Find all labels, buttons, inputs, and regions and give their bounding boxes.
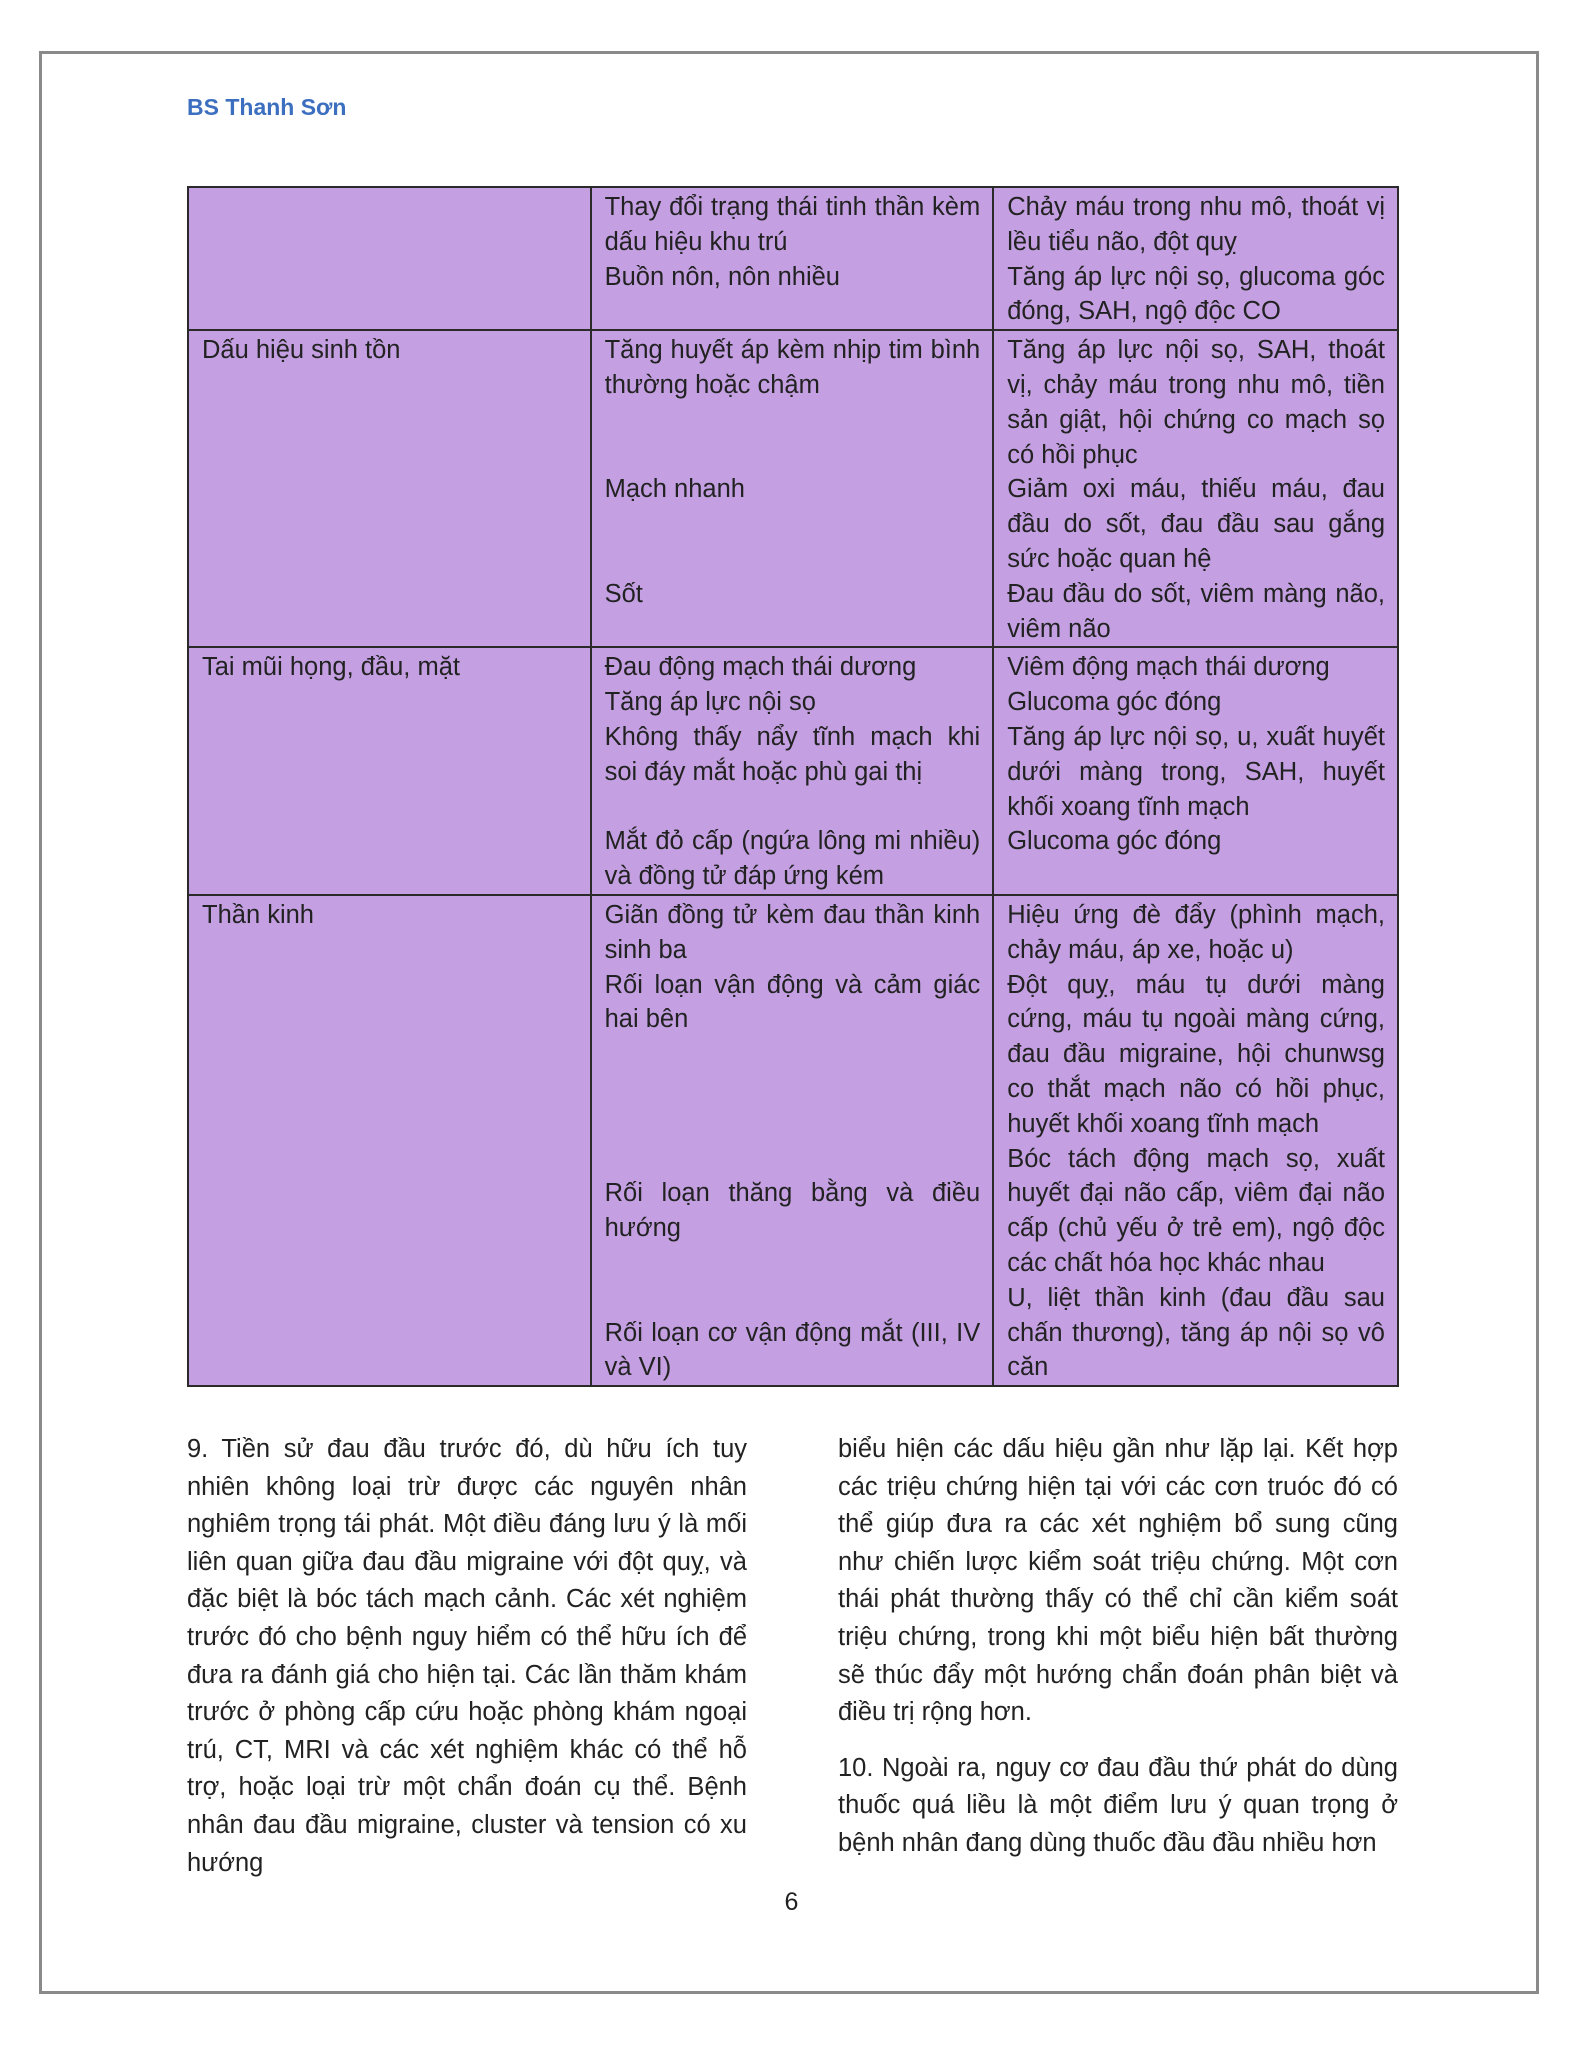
findings-cell bbox=[591, 330, 994, 647]
cause-item: Chảy máu trong nhu mô, thoát vị lều tiểu não, đột quỵ bbox=[1007, 193, 1385, 256]
finding-item: Giãn đồng tử kèm đau thần kinh sinh ba bbox=[604, 900, 981, 964]
table-row bbox=[188, 187, 1398, 330]
finding-item: Buồn nôn, nôn nhiều bbox=[604, 262, 840, 291]
cause-item: Bóc tách động mạch sọ, xuất huyết đại não cấp, viêm đại não cấp (chủ yếu ở trẻ em), ngộ độc các chất hóa học khác nhau bbox=[1007, 1144, 1385, 1277]
causes-cell bbox=[993, 647, 1398, 895]
cause-item: Đột quỵ, máu tụ dưới màng cứng, máu tụ ngoài màng cứng, đau đầu migraine, hội chunwsg co thắt mạch não có hồi phục, huyết khối xoang tĩnh mạch bbox=[1007, 970, 1385, 1138]
body-column-right bbox=[838, 1431, 1398, 1881]
finding-item: Mạch nhanh bbox=[604, 475, 745, 504]
table-row bbox=[188, 330, 1398, 647]
cause-item: Hiệu ứng đè đẩy (phình mạch, chảy máu, áp xe, hoặc u) bbox=[1007, 900, 1385, 964]
findings-cell bbox=[591, 895, 994, 1386]
category-cell bbox=[188, 330, 591, 647]
table-row bbox=[188, 895, 1398, 1386]
cause-item: Tăng áp lực nội sọ, SAH, thoát vị, chảy máu trong nhu mô, tiền sản giật, hội chứng co mạch sọ có hồi phục bbox=[1007, 336, 1385, 469]
page-number: 6 bbox=[784, 1888, 799, 1916]
cause-item: Tăng áp lực nội sọ, u, xuất huyết dưới màng trong, SAH, huyết khối xoang tĩnh mạch bbox=[1007, 722, 1385, 821]
category-cell bbox=[188, 895, 591, 1386]
finding-item: Rối loạn vận động và cảm giác hai bên bbox=[604, 970, 981, 1034]
paragraph-9: 9. Tiền sử đau đầu trước đó, dù hữu ích tuy nhiên không loại trừ được các nguyên nhân nghiêm trọng tái phát. Một điều đáng lưu ý là mối liên quan giữa đau đầu migraine với đột quỵ, và đặc biệt là bóc tách mạch cảnh. Các xét nghiệm trước đó cho bệnh nguy hiểm có thể hữu ích để đưa ra đánh giá cho hiện tại. Các lần thăm khám trước ở phòng cấp cứu hoặc phòng khám ngoại trú, CT, MRI và các xét nghiệm khác có thể hỗ trợ, hoặc loại trừ một chẩn đoán cụ thể. Bệnh nhân đau đầu migraine, cluster và tension có xu hướng bbox=[187, 1435, 747, 1877]
findings-cell bbox=[591, 647, 994, 895]
finding-item: Rối loạn cơ vận động mắt (III, IV và VI) bbox=[604, 1318, 981, 1382]
finding-item: Rối loạn thăng bằng và điều hướng bbox=[604, 1179, 981, 1243]
findings-cell bbox=[591, 187, 994, 330]
clinical-findings-table bbox=[187, 186, 1399, 1387]
category-label: Thần kinh bbox=[202, 900, 314, 929]
author-header: BS Thanh Sơn bbox=[187, 94, 347, 120]
finding-item: Tăng huyết áp kèm nhịp tim bình thường hoặc chậm bbox=[604, 336, 981, 399]
finding-item: Không thấy nẩy tĩnh mạch khi soi đáy mắt hoặc phù gai thị bbox=[604, 722, 981, 786]
category-label: Dấu hiệu sinh tồn bbox=[202, 336, 401, 365]
cause-item: Đau đầu do sốt, viêm màng não, viêm não bbox=[1007, 579, 1385, 643]
cause-item: Glucoma góc đóng bbox=[1007, 688, 1222, 717]
cause-item: Glucoma góc đóng bbox=[1007, 827, 1222, 856]
body-column-left bbox=[187, 1431, 747, 1900]
finding-item: Đau động mạch thái dương bbox=[604, 653, 917, 682]
finding-item: Tăng áp lực nội sọ bbox=[604, 688, 816, 717]
category-label: Tai mũi họng, đầu, mặt bbox=[202, 653, 460, 682]
paragraph-10: 10. Ngoài ra, nguy cơ đau đầu thứ phát do dùng thuốc quá liều là một điểm lưu ý quan trọng ở bệnh nhân đang dùng thuốc đầu đầu nhiều hơn bbox=[838, 1753, 1398, 1857]
table-row bbox=[188, 647, 1398, 895]
causes-cell bbox=[993, 895, 1398, 1386]
causes-cell bbox=[993, 187, 1398, 330]
finding-item: Mắt đỏ cấp (ngứa lông mi nhiều) và đồng tử đáp ứng kém bbox=[604, 827, 981, 891]
paragraph-9-continued: biểu hiện các dấu hiệu gần như lặp lại. Kết hợp các triệu chứng hiện tại với các cơn truóc đó có thể giúp đưa ra các xét nghiệm bổ sung cũng như chiến lược kiểm soát triệu chứng. Một cơn thái phát thường thấy có thể chỉ cần kiểm soát triệu chứng, trong khi một biểu hiện bất thường sẽ thúc đẩy một hướng chẩn đoán phân biệt và điều trị rộng hơn. bbox=[838, 1435, 1398, 1727]
cause-item: U, liệt thần kinh (đau đầu sau chấn thương), tăng áp nội sọ vô căn bbox=[1007, 1283, 1385, 1382]
finding-item: Sốt bbox=[604, 579, 643, 608]
causes-cell bbox=[993, 330, 1398, 647]
category-cell bbox=[188, 187, 591, 330]
cause-item: Tăng áp lực nội sọ, glucoma góc đóng, SAH, ngộ độc CO bbox=[1007, 262, 1385, 326]
cause-item: Viêm động mạch thái dương bbox=[1007, 653, 1330, 682]
finding-item: Thay đổi trạng thái tinh thần kèm dấu hiệu khu trú bbox=[604, 193, 981, 256]
cause-item: Giảm oxi máu, thiếu máu, đau đầu do sốt, đau đầu sau gắng sức hoặc quan hệ bbox=[1007, 475, 1385, 573]
category-cell bbox=[188, 647, 591, 895]
